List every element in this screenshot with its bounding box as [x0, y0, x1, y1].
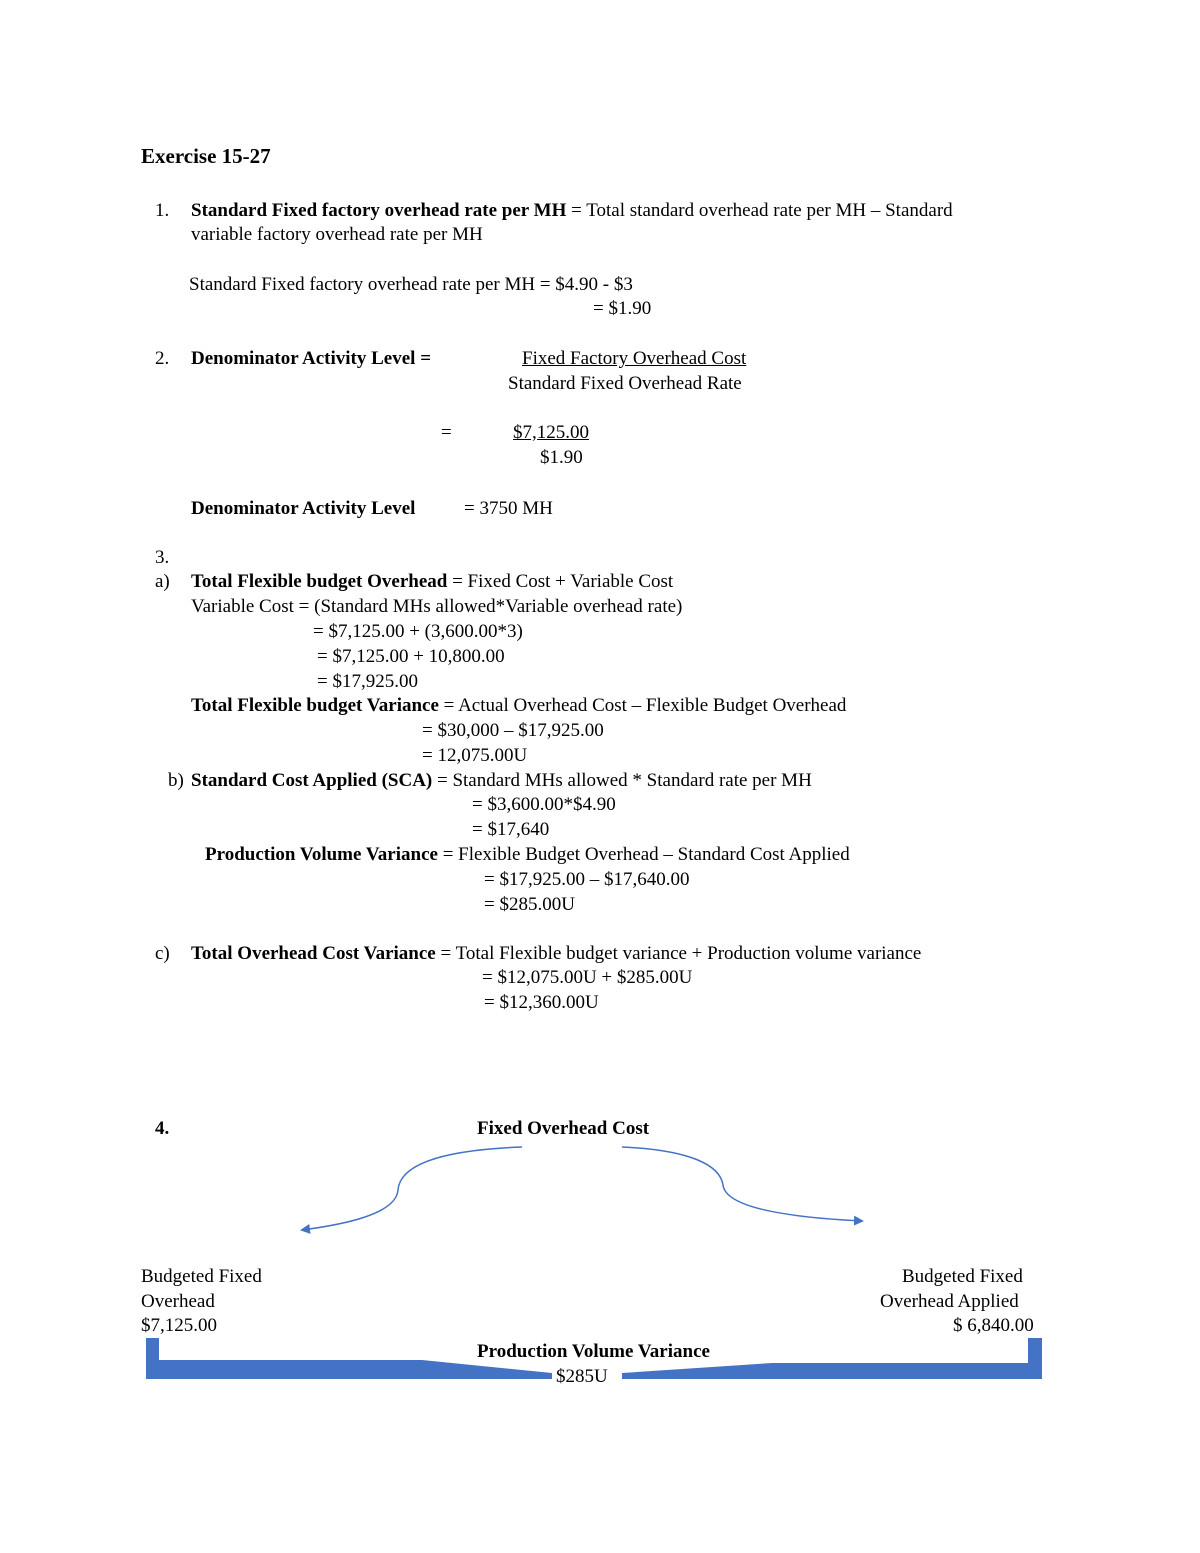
q3a-variable-cost: Variable Cost = (Standard MHs allowed*Variable overhead rate)	[191, 596, 683, 617]
q4-heading: Fixed Overhead Cost	[477, 1118, 650, 1139]
q3b-volume-variance-term: Production Volume Variance	[205, 844, 438, 865]
q3-number: 3.	[155, 547, 170, 568]
q1-term: Standard Fixed factory overhead rate per MH	[191, 200, 567, 221]
left-curved-arrow	[302, 1147, 522, 1230]
budgeted-fixed-overhead-applied-line1: Budgeted Fixed	[902, 1266, 1023, 1287]
q3a-flex-variance-def: = Actual Overhead Cost – Flexible Budget Overhead	[438, 695, 847, 716]
q2-result-value: = 3750 MH	[464, 498, 553, 519]
q3c-calc-line2: = $12,360.00U	[484, 992, 599, 1013]
q3b-volume-variance-line2: = $285.00U	[484, 894, 575, 915]
budgeted-fixed-overhead-line1: Budgeted Fixed	[141, 1266, 262, 1287]
q2-number: 2.	[155, 348, 170, 369]
q1-number: 1.	[155, 200, 170, 221]
q3a-def: = Fixed Cost + Variable Cost	[447, 571, 674, 592]
q3b-volume-variance-def: = Flexible Budget Overhead – Standard Cost Applied	[437, 844, 850, 865]
budgeted-fixed-overhead-value: $7,125.00	[141, 1315, 217, 1336]
budgeted-fixed-overhead-applied-line2: Overhead Applied	[880, 1291, 1019, 1312]
page-title: Exercise 15-27	[141, 144, 271, 168]
q3b-label: b)	[168, 770, 184, 791]
q3c-label: c)	[155, 943, 170, 964]
q3b-volume-variance-line1: = $17,925.00 – $17,640.00	[484, 869, 690, 890]
q3a-calc-line1: = $7,125.00 + (3,600.00*3)	[313, 621, 523, 642]
q4-number: 4.	[155, 1118, 170, 1139]
q2-fraction-numerator: Fixed Factory Overhead Cost	[522, 348, 747, 369]
q2-denominator-value: $1.90	[540, 447, 583, 468]
q1-calc-line2: = $1.90	[593, 298, 652, 319]
budgeted-fixed-overhead-applied-value: $ 6,840.00	[953, 1315, 1034, 1336]
q3a-flex-variance-line2: = 12,075.00U	[422, 745, 528, 766]
q1-def-line2: variable factory overhead rate per MH	[191, 224, 483, 245]
q1-calc-line1: Standard Fixed factory overhead rate per MH = $4.90 - $3	[189, 274, 633, 295]
q3a-flex-variance-line1: = $30,000 – $17,925.00	[422, 720, 604, 741]
q1-def-line1: = Total standard overhead rate per MH – Standard	[566, 200, 953, 221]
production-volume-variance-label: Production Volume Variance	[477, 1341, 710, 1362]
q3a-term: Total Flexible budget Overhead	[191, 571, 448, 592]
budgeted-fixed-overhead-line2: Overhead	[141, 1291, 215, 1312]
q3b-calc-line1: = $3,600.00*$4.90	[472, 794, 616, 815]
q3b-term: Standard Cost Applied (SCA)	[191, 770, 433, 791]
q3b-calc-line2: = $17,640	[472, 819, 550, 840]
q3a-calc-line2: = $7,125.00 + 10,800.00	[317, 646, 505, 667]
q3a-label: a)	[155, 571, 170, 592]
q2-result-term: Denominator Activity Level	[191, 498, 416, 519]
q2-equals: =	[441, 422, 452, 443]
q3c-calc-line1: = $12,075.00U + $285.00U	[482, 967, 693, 988]
q3a-flex-variance-term: Total Flexible budget Variance	[191, 695, 439, 716]
q3c-def: = Total Flexible budget variance + Production volume variance	[435, 943, 922, 964]
q3b-def: = Standard MHs allowed * Standard rate per MH	[432, 770, 812, 791]
q2-fraction-denominator: Standard Fixed Overhead Rate	[508, 373, 742, 394]
q3a-calc-line3: = $17,925.00	[317, 671, 418, 692]
production-volume-variance-value: $285U	[556, 1366, 608, 1387]
q2-numerator-value: $7,125.00	[513, 422, 589, 443]
q2-term: Denominator Activity Level =	[191, 348, 432, 369]
q3c-term: Total Overhead Cost Variance	[191, 943, 436, 964]
right-curved-arrow	[622, 1147, 862, 1221]
